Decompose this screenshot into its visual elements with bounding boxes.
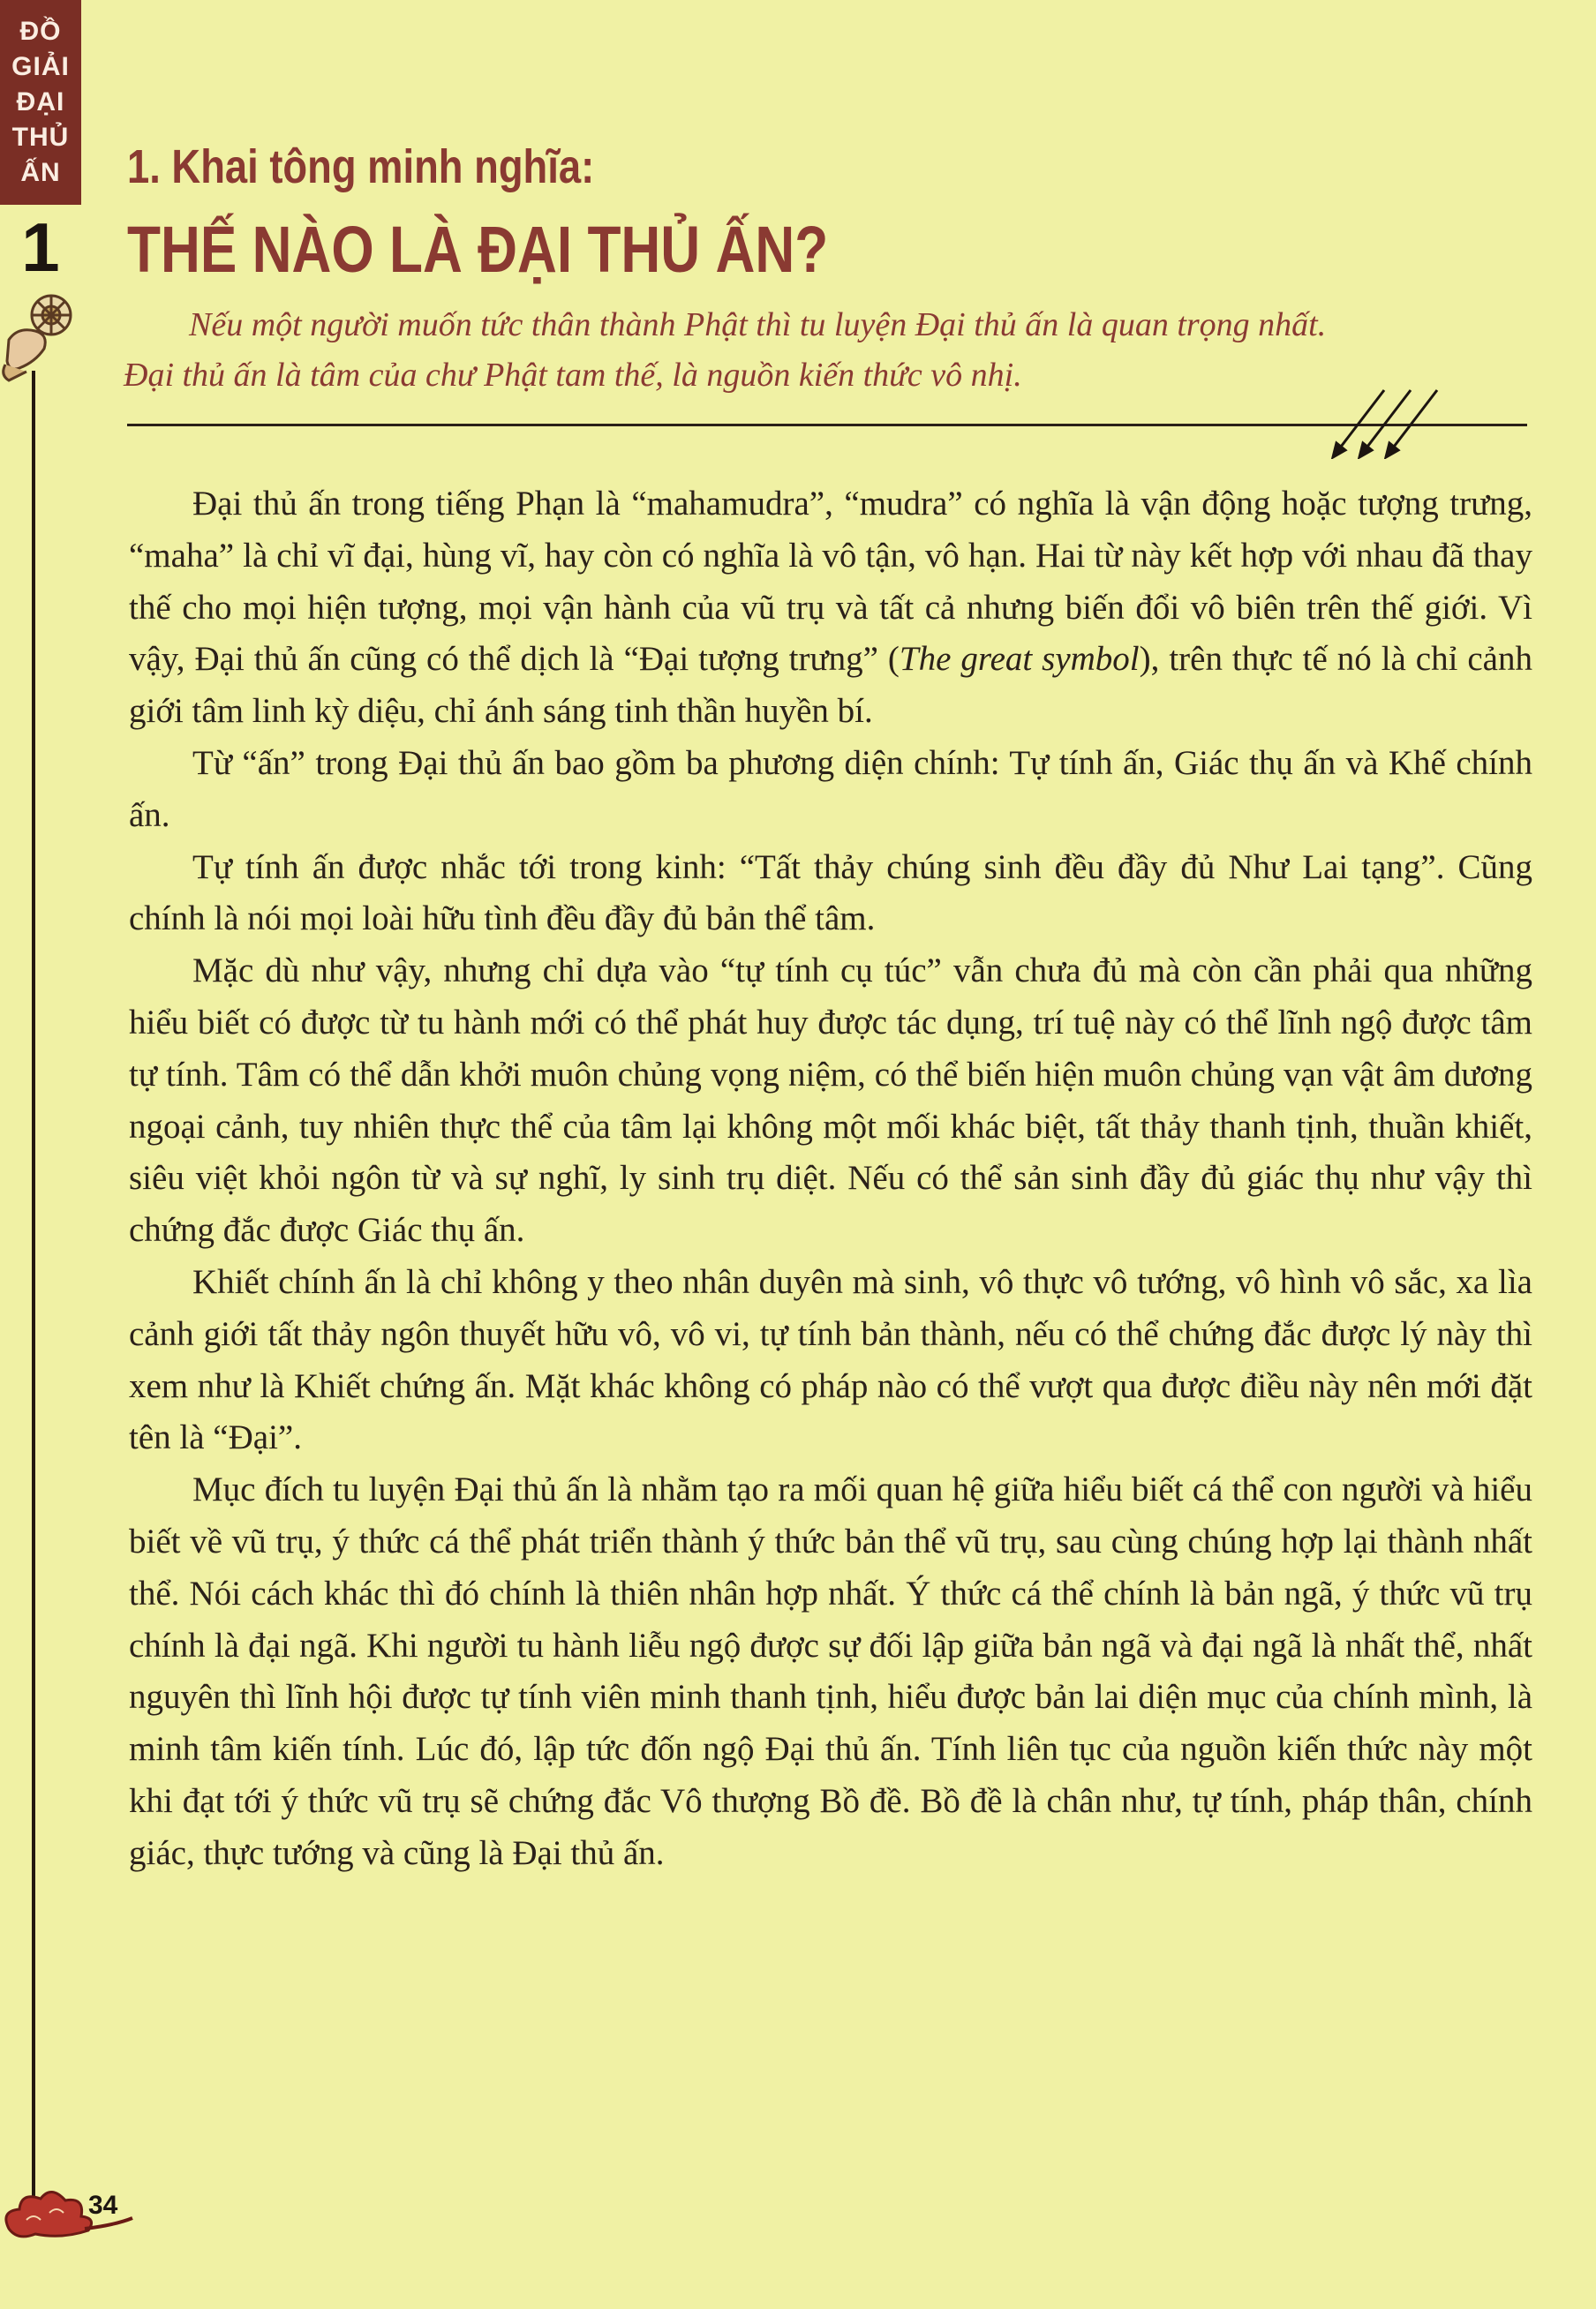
side-vertical-rule [32,371,35,2215]
chapter-number: 1 [21,208,60,286]
side-tab-line: GIẢI [11,52,70,81]
paragraph: Tự tính ấn được nhắc tới trong kinh: “Tất thảy chúng sinh đều đầy đủ Như Lai tạng”. Cũng chính là nói mọi loài hữu tình đều đầy đủ bản thể tâm. [129,847,1532,938]
cloud-icon [0,2176,141,2251]
side-tab-line: ĐẠI [16,87,65,117]
epigraph-divider [127,424,1527,426]
hand-holding-lotus-icon [0,287,88,388]
section-subtitle: 1. Khai tông minh nghĩa: [127,140,595,193]
side-tab-line: THỦ [11,123,70,152]
paragraph [129,478,1532,738]
side-tab-line: ẤN [20,158,61,187]
side-tab-line: ĐỒ [19,17,62,46]
chapter-side-tab [0,0,81,205]
arrows-icon [1324,388,1465,463]
paragraph: Khiết chính ấn là chỉ không y theo nhân duyên mà sinh, vô thực vô tướng, vô hình vô sắc, xa lìa cảnh giới tất thảy ngôn thuyết hữu vô, vô vi, tự tính bản thành, nếu có thể chứng đắc được lý này thì xem như là Khiết chứng ấn. Mặt khác không có pháp nào có thể vượt qua được điều này nên mới đặt tên là “Đại”. [129,1262,1532,1457]
body-text [129,478,1532,1880]
paragraph: Mục đích tu luyện Đại thủ ấn là nhằm tạo ra mối quan hệ giữa hiểu biết cá thể con người và hiểu biết về vũ trụ, ý thức cá thể phát triển thành ý thức bản thể vũ trụ, sau cùng chúng hợp lại thành nhất thể. Nói cách khác thì đó chính là thiên nhân hợp nhất. Ý thức cá thể chính là bản ngã, ý thức vũ trụ chính là đại ngã. Khi người tu hành liễu ngộ được sự đối lập giữa bản ngã và đại ngã là nhất thể, nhất nguyên thì lĩnh hội được tự tính viên minh thanh tịnh, hiểu được bản lai diện mục của chính mình, là minh tâm kiến tính. Lúc đó, lập tức đốn ngộ Đại thủ ấn. Tính liên tục của nguồn kiến thức này một khi đạt tới ý thức vũ trụ sẽ chứng đắc Vô thượng Bồ đề. Bồ đề là chân như, tự tính, pháp thân, chính giác, thực tướng và cũng là Đại thủ ấn. [129,1470,1532,1872]
paragraph-text: Đại thủ ấn trong tiếng Phạn là “mahamudra”, “mudra” có nghĩa là vận động hoặc tượng trưng, “maha” là chỉ vĩ đại, hùng vĩ, hay còn có nghĩa là vô tận, vô hạn. Hai từ này kết hợp với nhau đã thay thế cho mọi hiện tượng, mọi vận hành của vũ trụ và tất cả nhưng biến đổi vô biên trên thế giới. Vì vậy, Đại thủ ấn cũng có thể dịch là “Đại tượng trưng” ( [129,485,1532,679]
paragraph-italic: The great symbol [899,640,1140,679]
paragraph: Mặc dù như vậy, nhưng chỉ dựa vào “tự tính cụ túc” vẫn chưa đủ mà còn cần phải qua những hiểu biết có được từ tu hành mới có thể phát huy được tác dụng, trí tuệ này có thể lĩnh ngộ được tâm tự tính. Tâm có thể dẫn khởi muôn chủng vọng niệm, có thể biến hiện muôn chủng vạn vật âm dương ngoại cảnh, tuy nhiên thực thể của tâm lại không một mối khác biệt, tất thảy thanh tịnh, thuần khiết, siêu việt khỏi ngôn từ và sự nghĩ, ly sinh trụ diệt. Nếu có thể sản sinh đầy đủ giác thụ như vậy thì chứng đắc được Giác thụ ấn. [129,951,1532,1250]
paragraph: Từ “ấn” trong Đại thủ ấn bao gồm ba phương diện chính: Tự tính ấn, Giác thụ ấn và Khế chính ấn. [129,743,1532,834]
epigraph-line: Nếu một người muốn tức thân thành Phật thì tu luyện Đại thủ ấn là quan trọng nhất. [189,306,1327,343]
epigraph [124,300,1527,401]
epigraph-line: Đại thủ ấn là tâm của chư Phật tam thế, là nguồn kiến thức vô nhị. [124,357,1022,394]
page-number: 34 [88,2191,118,2220]
paragraph-text: ), trên thực tế nó là chỉ cảnh giới tâm linh kỳ diệu, chỉ ánh sáng tinh thần huyền bí. [129,640,1532,731]
section-title: THẾ NÀO LÀ ĐẠI THỦ ẤN? [127,213,829,286]
